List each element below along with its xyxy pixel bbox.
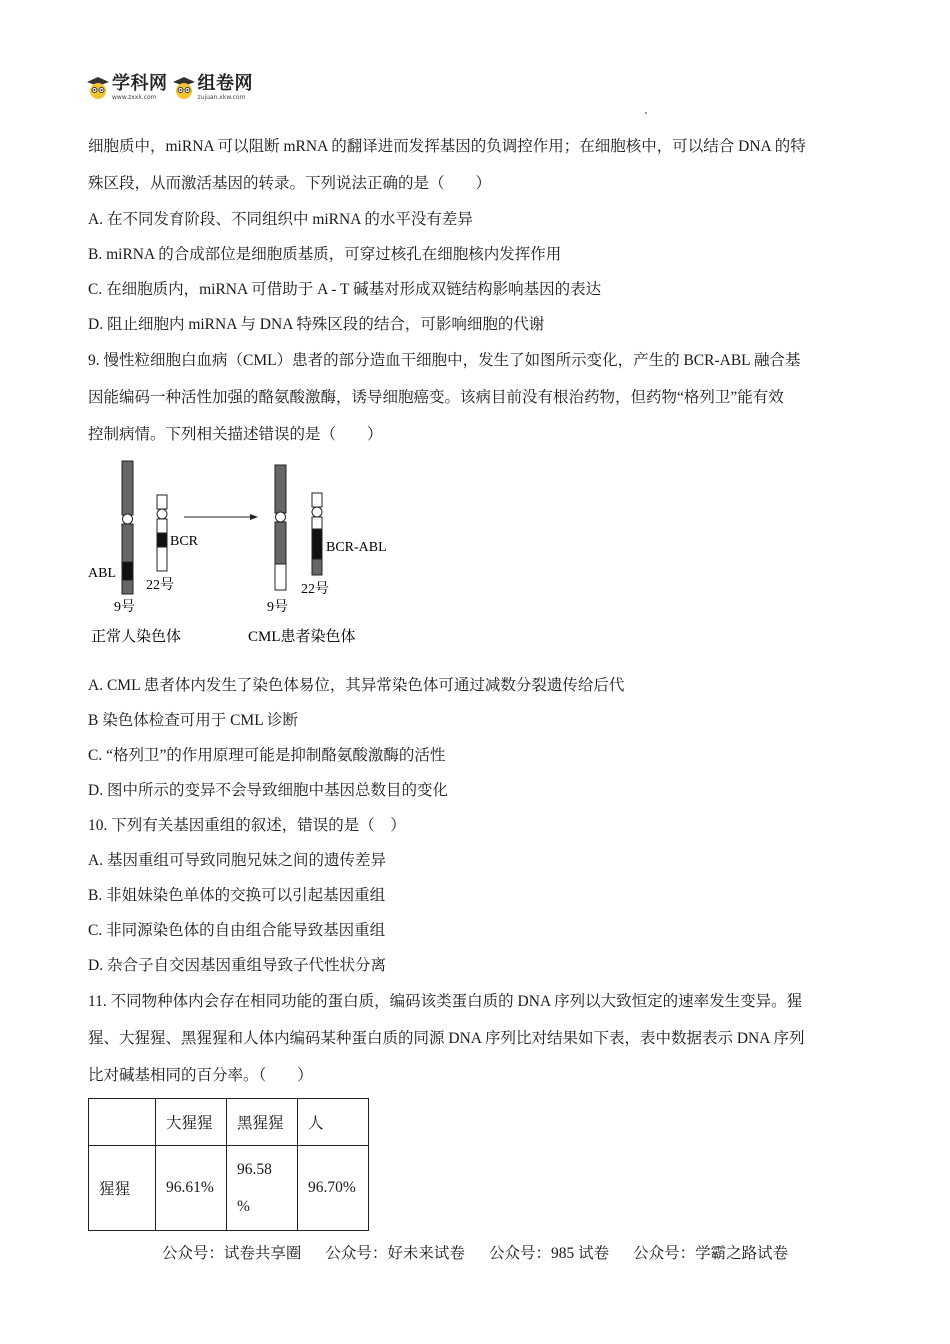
q9-option-c: C. “格列卫”的作用原理可能是抑制酪氨酸激酶的活性 <box>88 747 446 764</box>
q8-option-b: B. miRNA 的合成部位是细胞质基质，可穿过核孔在细胞核内发挥作用 <box>88 246 562 263</box>
cml-chromosome-22 <box>312 493 322 575</box>
q10-option-c: C. 非同源染色体的自由组合能导致基因重组 <box>88 922 386 939</box>
q8-option-c: C. 在细胞质内，miRNA 可借助于 A - T 碱基对形成双链结构影响基因的表达 <box>88 281 602 298</box>
table-row-label: 猩猩 <box>89 1146 156 1231</box>
q9-stem-line3: 控制病情。下列相关描述错误的是（ ） <box>88 426 383 443</box>
q10-option-d: D. 杂合子自交因基因重组导致子代性状分离 <box>88 957 386 974</box>
document-body <box>88 128 864 1231</box>
cml-caption: CML患者染色体 <box>248 629 356 645</box>
q10-option-b: B. 非姐妹染色单体的交换可以引起基因重组 <box>88 887 386 904</box>
cml-chr9-label: 9号 <box>267 600 288 615</box>
q8-stem-line2: 殊区段，从而激活基因的转录。下列说法正确的是（ ） <box>88 175 492 192</box>
q11-stem-line2: 猩、大猩猩、黑猩猩和人体内编码某种蛋白质的同源 DNA 序列比对结果如下表，表中数据表示 DNA 序列 <box>88 1030 805 1047</box>
q11-stem-line3: 比对碱基相同的百分率。（ ） <box>88 1067 313 1084</box>
footer <box>0 1241 950 1263</box>
q8-option-a: A. 在不同发育阶段、不同组织中 miRNA 的水平没有差异 <box>88 211 473 228</box>
table-cell: 96.61% <box>156 1146 227 1231</box>
footer-item: 公众号：好未来试卷 <box>325 1245 465 1262</box>
chromosome-translocation-figure <box>88 459 418 655</box>
table-header-cell <box>89 1099 156 1146</box>
table-header-cell: 大猩猩 <box>156 1099 227 1146</box>
normal-chromosome-22 <box>157 495 167 571</box>
q8-option-d: D. 阻止细胞内 miRNA 与 DNA 特殊区段的结合，可影响细胞的代谢 <box>88 316 545 333</box>
q9-option-b: B 染色体检查可用于 CML 诊断 <box>88 712 298 729</box>
q10-stem: 10. 下列有关基因重组的叙述，错误的是（ ） <box>88 817 406 834</box>
footer-item: 公众号：试卷共享圈 <box>161 1245 302 1262</box>
bcr-label: BCR <box>170 534 199 549</box>
table-row <box>89 1146 369 1231</box>
site-logo <box>86 70 253 106</box>
table-cell: 96.58 % <box>227 1146 298 1231</box>
transformation-arrow <box>184 514 258 520</box>
table-header-cell: 人 <box>298 1099 369 1146</box>
logo1-name: 学科网 <box>112 73 168 94</box>
cml-chromosome-9 <box>275 465 286 590</box>
footer-item: 公众号：学霸之路试卷 <box>633 1245 789 1262</box>
owl-mascot-icon <box>172 76 196 100</box>
q9-option-d: D. 图中所示的变异不会导致细胞中基因总数目的变化 <box>88 782 448 799</box>
logo-zujuan <box>172 75 254 101</box>
logo1-url: www.zxxk.com <box>112 94 157 101</box>
abl-label: ABL <box>88 566 116 581</box>
bcr-abl-label: BCR-ABL <box>326 540 387 555</box>
q8-stem-line1: 细胞质中，miRNA 可以阻断 mRNA 的翻译进而发挥基因的负调控作用；在细胞核中，可以结合 DNA 的特 <box>88 138 806 155</box>
normal-chromosome-9 <box>122 461 133 594</box>
dna-comparison-table <box>88 1098 369 1231</box>
q10-option-a: A. 基因重组可导致同胞兄妹之间的遗传差异 <box>88 852 386 869</box>
owl-mascot-icon <box>86 76 110 100</box>
logo2-url: zujuan.xkw.com <box>197 94 246 101</box>
normal-caption: 正常人染色体 <box>91 629 182 645</box>
q9-option-a: A. CML 患者体内发生了染色体易位，其异常染色体可通过减数分裂遗传给后代 <box>88 677 625 694</box>
cml-chr22-label: 22号 <box>301 582 329 597</box>
normal-chr22-label: 22号 <box>146 578 174 593</box>
logo2-name: 组卷网 <box>197 73 253 94</box>
q9-stem-line1: 9. 慢性粒细胞白血病（CML）患者的部分造血干细胞中，发生了如图所示变化，产生的 BCR-ABL 融合基 <box>88 352 801 369</box>
table-header-row <box>89 1099 369 1146</box>
logo-zxxk <box>86 75 168 101</box>
footer-item: 公众号：985 试卷 <box>488 1245 610 1262</box>
q11-stem-line1: 11. 不同物种体内会存在相同功能的蛋白质，编码该类蛋白质的 DNA 序列以大致恒定的速率发生变异。猩 <box>88 993 803 1010</box>
table-cell: 96.70% <box>298 1146 369 1231</box>
normal-chr9-label: 9号 <box>114 600 135 615</box>
q9-stem-line2: 因能编码一种活性加强的酪氨酸激酶，诱导细胞癌变。该病目前没有根治药物，但药物“格列卫”能有效 <box>88 389 784 406</box>
table-header-cell: 黑猩猩 <box>227 1099 298 1146</box>
stray-dot <box>645 112 647 114</box>
